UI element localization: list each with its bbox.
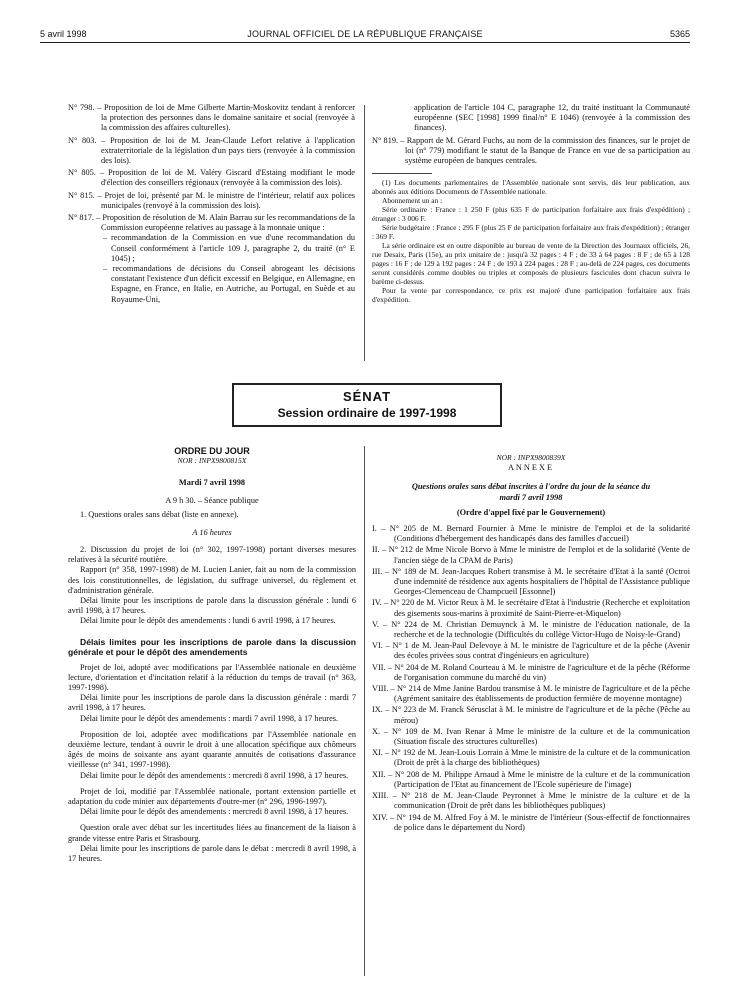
list-item: N° 815. – Projet de loi, présenté par M. le ministre de l'intérieur, relatif aux polices municipales (renvoyé à la commission des lois). <box>68 190 355 210</box>
annexe-order: (Ordre d'appel fixé par le Gouvernement) <box>456 507 606 517</box>
question-item: XIV. – N° 194 de M. Alfred Foy à M. le ministre de l'intérieur (Sous-effectif de fonctionnaires de police dans le département du Nord) <box>372 812 690 832</box>
ordre-item-2: 2. Discussion du projet de loi (n° 302, 1997-1998) portant diverses mesures relatives à la sécurité routière. <box>68 545 356 565</box>
list-subitem: – recommandations de décisions du Conseil abrogeant les décisions constatant l'existence d'un déficit excessif en Belgique, en Allemagne, en Espagne, en France, en Italie, en Autriche, au Portugal, en Suède et au Royaume-Uni, <box>103 264 355 304</box>
list-item: N° 819. – Rapport de M. Gérard Fuchs, au nom de la commission des finances, sur le projet de loi (n° 779) modifiant le statut de la Banque de France en vue de sa participation au système européen de banques centrales. <box>372 135 690 166</box>
header-page-number: 5365 <box>669 29 690 39</box>
subscription-notice <box>372 178 690 304</box>
question-item: VIII. – N° 214 de Mme Janine Bardou transmise à M. le ministre de l'agriculture et de la pêche (Agrément sanitaire des établissements de production fermière de moyenne montagne) <box>372 684 690 704</box>
ordre-rapport: Rapport (n° 358, 1997-1998) de M. Lucien Lanier, fait au nom de la commission des lois constitutionnelles, de législation, du suffrage universel, du règlement et d'administration générale. <box>68 565 356 595</box>
ordre-paragraph: Projet de loi, adopté avec modifications par l'Assemblée nationale en deuxième lecture, d'orientation et d'incitation relatif à la réduction du temps de travail (n° 363, 1997-1998). <box>68 662 356 693</box>
ordre-paragraph: Question orale avec débat sur les incertitudes liées au financement de la liaison à grande vitesse entre Paris et Strasbourg. <box>68 823 356 843</box>
question-item: IX. – N° 223 de M. Franck Sérusclat à M. le ministre de l'agriculture et de la pêche (Pêche au mérou) <box>372 705 690 725</box>
senat-title: SÉNAT <box>342 389 392 404</box>
list-item: N° 817. – Proposition de résolution de M. Alain Barrau sur les recommandations de la Commission européenne relatives au passage à la monnaie unique : <box>68 213 355 233</box>
question-item: XIII. – N° 218 de M. Jean-Claude Peyronnet à Mme le ministre de la culture et de la communication (Droit de prêt dans les bibliothèques publiques) <box>372 791 690 811</box>
question-item: VI. – N° 1 de M. Jean-Paul Delevoye à M. le ministre de l'agriculture et de la pêche (Avenir des écoles privées sous contrat d'ingénieurs en agriculture) <box>372 641 690 661</box>
senat-banner <box>232 383 502 427</box>
question-item: II. – N° 212 de Mme Nicole Borvo à Mme le ministre de l'emploi et de la solidarité (Vente de l'ancien siège de la CPAM de Paris) <box>372 545 690 565</box>
ordre-title: ORDRE DU JOUR <box>174 446 250 456</box>
header-title: JOURNAL OFFICIEL DE LA RÉPUBLIQUE FRANÇAISE <box>247 29 483 39</box>
subscription-line: Série budgétaire : France : 295 F (plus 25 F de participation forfaitaire aux frais d'expédition) ; étranger : 369 F. <box>372 223 690 242</box>
annexe-column <box>372 453 690 834</box>
ordre-du-jour-column <box>68 446 356 864</box>
ordre-nor: NOR : INPX9800815X <box>177 456 247 465</box>
header-date: 5 avril 1998 <box>40 29 87 39</box>
ordre-paragraph: Délai limite pour le dépôt des amendements : mercredi 8 avril 1998, à 17 heures. <box>80 807 349 817</box>
subscription-line: Série ordinaire : France : 1 250 F (plus 635 F de participation forfaitaire aux frais d'expédition) ; étranger : 3 006 F. <box>372 205 690 224</box>
question-item: XI. – N° 192 de M. Jean-Louis Lorrain à Mme le ministre de la culture et de la communication (Droit de prêt à la charge des bibliothèques) <box>372 748 690 768</box>
ordre-paragraph: Délai limite pour les inscriptions de parole dans le débat : mercredi 8 avril 1998, à 17 heures. <box>68 843 356 864</box>
ordre-time-1: A 9 h 30. – Séance publique <box>165 496 259 506</box>
subscription-line: (1) Les documents parlementaires de l'Assemblée nationale sont servis, dès leur publication, aux abonnés aux éditions Documents de l'Assemblée nationale. <box>372 178 690 197</box>
column-divider <box>364 105 365 361</box>
question-item: IV. – N° 220 de M. Victor Reux à M. le secrétaire d'Etat à l'industrie (Recherche et exploitation des gisements sous-marins à proximité de Saint-Pierre-et-Miquelon) <box>372 598 690 618</box>
ordre-delai: Délai limite pour le dépôt des amendements : lundi 6 avril 1998, à 17 heures. <box>80 616 336 626</box>
header-rule <box>40 42 690 43</box>
subscription-line: La série ordinaire est en outre disponible au bureau de vente de la Direction des Journaux officiels, 26, rue Desaix, Paris (15e), au prix unitaire de : jusqu'à 32 pages : 4 F ; de 33 à 64 pages : 8 F ; de 65 à 128 pages : 16 F ; de 129 à 192 pages : 24 F ; de 193 à 224 pages : 28 F ; au-delà de 224 pages, ces documents seront considérés comme doubles ou triples et composés de plusieurs fascicules dont chacun suivra le barème ci-dessus. <box>372 241 690 287</box>
question-item: VII. – N° 204 de M. Roland Courteau à M. le ministre de l'agriculture et de la pêche (Réforme de l'organisation commune du marché du vin) <box>372 662 690 682</box>
ordre-paragraph: Délai limite pour les inscriptions de parole dans la discussion générale : mardi 7 avril 1998, à 17 heures. <box>68 693 356 713</box>
continuation-text: application de l'article 104 C, paragraphe 12, du traité instituant la Communauté européenne (SEC [1998] 1999 final/n° E 1046) (renvoyée à la commission des finances). <box>414 103 690 133</box>
question-item: III. – N° 189 de M. Jean-Jacques Robert transmise à M. le secrétaire d'Etat à la santé (Octroi d'une indemnité de résidence aux agents hospitaliers de l'hôpital de l'Assistance publique Georges-Clemenceau de Champcueil [Essonne]) <box>372 566 690 597</box>
subscription-line: Pour la vente par correspondance, ce prix est majoré d'une participation forfaitaire aux frais d'expédition. <box>372 286 690 305</box>
ordre-paragraph: Délai limite pour le dépôt des amendements : mercredi 8 avril 1998, à 17 heures. <box>80 770 349 780</box>
ordre-paragraph: Délai limite pour le dépôt des amendements : mardi 7 avril 1998, à 17 heures. <box>80 713 339 723</box>
ordre-time-2: A 16 heures <box>192 527 232 537</box>
ordre-paragraph: Proposition de loi, adoptée avec modifications par l'Assemblée nationale en deuxième lecture, tendant à ouvrir le droit à une allocation spécifique aux chômeurs âgés de moins de soixante ans ayant quarante annuités de cotisations d'assurance vieillesse (n° 341, 1997-1998). <box>68 729 356 770</box>
ordre-item-1: 1. Questions orales sans débat (liste en annexe). <box>80 509 239 519</box>
senat-subtitle: Session ordinaire de 1997-1998 <box>277 406 457 420</box>
column-divider <box>364 446 365 976</box>
question-item: XII. – N° 208 de M. Philippe Arnaud à Mme le ministre de la culture et de la communication (Participation de l'Etat au financement de l'Ecole supérieure de l'image) <box>372 769 690 789</box>
annexe-title: ANNEXE <box>507 463 555 473</box>
annexe-nor: NOR : INPX9800839X <box>496 453 566 462</box>
subscription-line: Abonnement un an : <box>382 196 443 206</box>
question-item: I. – N° 205 de M. Bernard Fournier à Mme le ministre de l'emploi et de la solidarité (Conditions d'hébergement des handicapés dans des familles d'accueil) <box>372 524 690 544</box>
question-item: V. – N° 224 de M. Christian Demuynck à M. le ministre de l'éducation nationale, de la recherche et de la technologie (Difficultés du collège Victor-Hugo de Noisy-le-Grand) <box>372 619 690 640</box>
top-right-column <box>372 103 690 304</box>
section-heading: Délais limites pour les inscriptions de parole dans la discussion générale et pour le dépôt des amendements <box>68 636 356 657</box>
list-item: N° 798. – Proposition de loi de Mme Gilberte Martin-Moskovitz tendant à renforcer la protection des personnes dans le domaine sanitaire et social (renvoyée à la commission des affaires culturelles). <box>68 103 355 133</box>
list-subitem: – recommandation de la Commission en vue d'une recommandation du Conseil conformément à l'article 109 J, paragraphe 2, du traité (n° E 1045) ; <box>103 233 355 263</box>
annexe-subtitle: Questions orales sans débat inscrites à l'ordre du jour de la séance du mardi 7 avril 1998 <box>411 482 651 502</box>
top-left-column <box>68 103 355 305</box>
list-item: N° 803. – Proposition de loi de M. Jean-Claude Lefort relative à l'application extraterritoriale de la législation d'un pays tiers (renvoyée à la commission des lois). <box>68 135 355 166</box>
ordre-paragraph: Projet de loi, modifié par l'Assemblée nationale, portant extension partielle et adaptation du code minier aux départements d'outre-mer (n° 296, 1996-1997). <box>68 786 356 807</box>
list-item: N° 805. – Proposition de loi de M. Valéry Giscard d'Estaing modifiant le mode d'élection des conseillers régionaux (renvoyée à la commission des lois). <box>68 168 355 188</box>
question-item: X. – N° 109 de M. Ivan Renar à Mme le ministre de la culture et de la communication (Situation fiscale des structures culturelles) <box>372 726 690 747</box>
ordre-date: Mardi 7 avril 1998 <box>178 478 246 488</box>
footnote-rule <box>372 173 432 174</box>
page-header <box>40 29 690 43</box>
ordre-delai: Délai limite pour les inscriptions de parole dans la discussion générale : lundi 6 avril 1998, à 17 heures. <box>68 596 356 616</box>
